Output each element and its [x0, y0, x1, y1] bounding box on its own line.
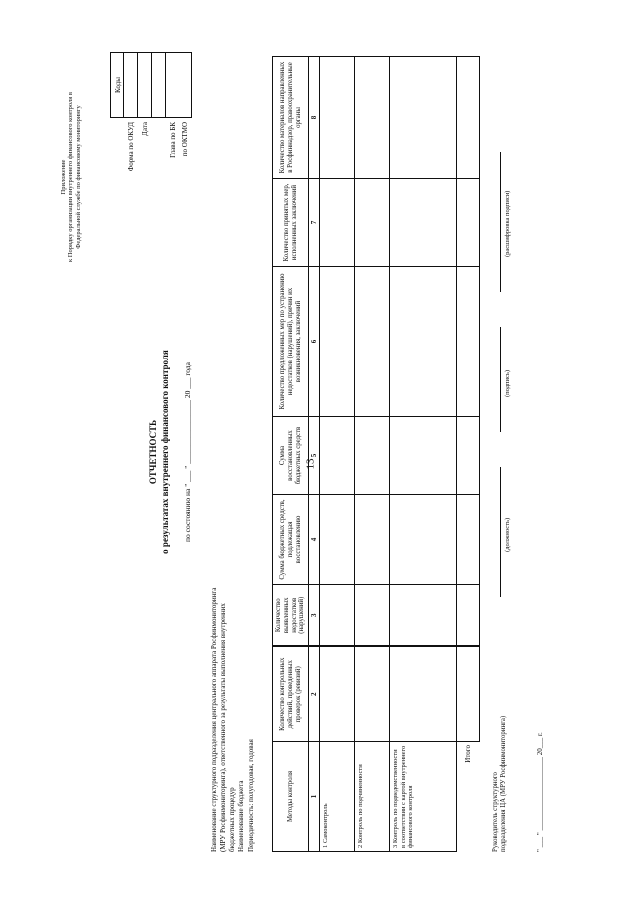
glava-bk-label: Глава по БК: [169, 122, 177, 158]
title-line-2: о результатах внутреннего финансового контроля: [160, 350, 171, 554]
table-cell[interactable]: [390, 495, 457, 585]
table-cell[interactable]: [355, 57, 390, 179]
as-of-date: по состоянию на " ___ " _________________ 20 ___ года: [183, 362, 192, 542]
appendix-line-1: Приложение: [60, 159, 67, 195]
report-sheet: [60, 52, 580, 852]
table-cell[interactable]: [390, 57, 457, 179]
table-cell[interactable]: [355, 417, 390, 495]
decoding-line[interactable]: [500, 152, 501, 292]
table-cell[interactable]: [320, 57, 355, 179]
table-cell[interactable]: [355, 585, 390, 647]
table-cell[interactable]: [457, 179, 480, 267]
table-cell[interactable]: [457, 57, 480, 179]
table-cell[interactable]: [390, 585, 457, 647]
codes-header: Коды: [110, 52, 124, 118]
col-number: 1: [309, 742, 320, 852]
table-cell[interactable]: [390, 267, 457, 417]
appendix-line-3: Федеральной службе по финансовому мониторингу: [74, 105, 82, 249]
appendix-line-2: к Порядку организации внутреннего финансового контроля в: [67, 92, 75, 262]
appendix-note: [60, 52, 82, 302]
table-cell[interactable]: [320, 179, 355, 267]
head-label-line-1: Руководитель структурного: [492, 772, 499, 852]
position-caption: (должность): [504, 517, 511, 552]
table-cell[interactable]: [457, 647, 480, 742]
report-table: [272, 56, 480, 852]
table-cell[interactable]: [355, 647, 390, 742]
table-cell[interactable]: [457, 417, 480, 495]
report-title: [148, 52, 173, 852]
col-header: Количество предложенных мер по устранению недостатков (нарушений), причин их возникновения, заключений: [273, 267, 309, 417]
date-label: Дата: [141, 122, 149, 136]
col-header: Количество принятых мер, исполненных заключений: [273, 179, 309, 267]
table-cell[interactable]: [320, 267, 355, 417]
table-cell[interactable]: [355, 267, 390, 417]
signature-line[interactable]: [500, 327, 501, 432]
head-label-line-2: подразделения ЦА (МРУ Росфинмониторинга): [499, 715, 507, 852]
table-cell[interactable]: [320, 585, 355, 647]
table-cell[interactable]: [390, 179, 457, 267]
table-row: [355, 57, 390, 852]
budget-name-label: Наименование бюджета: [237, 780, 246, 852]
method-label: 1 Самоконтроль: [320, 742, 355, 852]
col-header: Количество контрольных действий, проведенных проверок (ревизий): [273, 647, 309, 742]
table-row: [320, 57, 355, 852]
col-number: 5: [309, 417, 320, 495]
table-cell[interactable]: [355, 179, 390, 267]
table-cell[interactable]: [355, 495, 390, 585]
table-cell[interactable]: [320, 495, 355, 585]
form-okud-label: Форма по ОКУД: [127, 122, 135, 172]
codes-form-row: [124, 52, 138, 352]
page-number: 13: [304, 458, 317, 470]
header-fields: [210, 582, 257, 852]
col-number: 7: [309, 179, 320, 267]
signature-caption: (подпись): [504, 370, 511, 397]
table-row: [390, 57, 457, 852]
signature-date: " ___ " _____________________ 20___ г.: [536, 732, 544, 852]
table-cell[interactable]: [457, 585, 480, 647]
table-cell[interactable]: [457, 495, 480, 585]
position-line[interactable]: [500, 467, 501, 597]
table-cell[interactable]: [320, 417, 355, 495]
head-label: [492, 692, 508, 852]
table-cell[interactable]: [457, 267, 480, 417]
form-okud-cell[interactable]: [124, 52, 138, 118]
method-label: 2 Контроль по подчиненности: [355, 742, 390, 852]
col-number: 8: [309, 57, 320, 179]
col-header: Количество материалов направленных в Росфиннадзор, правоохранительные органы: [273, 57, 309, 179]
col-header: Методы контроля: [273, 742, 309, 852]
method-label: 3 Контроль по подведомственности в соответствии с картой внутреннего финансового контроля: [390, 742, 457, 852]
table-header-row: [273, 57, 309, 852]
col-number: 3: [309, 585, 320, 647]
table-cell[interactable]: [390, 647, 457, 742]
table-cell[interactable]: [320, 647, 355, 742]
col-number: 4: [309, 495, 320, 585]
title-line-1: ОТЧЕТНОСТЬ: [148, 419, 158, 485]
col-header: Количество выявленных недостатков (нарушений): [273, 585, 309, 647]
codes-header-row: [110, 52, 124, 352]
periodicity-label: Периодичность: полугодовая, годовая: [247, 739, 255, 852]
decoding-caption: (расшифровка подписи): [504, 190, 511, 257]
col-number: 6: [309, 267, 320, 417]
table-cell[interactable]: [390, 417, 457, 495]
col-header: Сумма восстановленных бюджетных средств: [273, 417, 309, 495]
oktmo-label: по ОКТМО: [181, 122, 189, 157]
total-row: [457, 57, 480, 852]
division-name-label: Наименование структурного подразделения центрального аппарата Росфинмониторинга (МРУ Росфинмониторинга), ответственного за результаты выполнения внутренних бюджетных процедур: [210, 587, 236, 852]
total-label: Итого: [464, 745, 473, 763]
column-number-row: [309, 57, 320, 852]
col-number: 2: [309, 647, 320, 742]
col-header: Сумма бюджетных средств, подлежащая восстановлению: [273, 495, 309, 585]
